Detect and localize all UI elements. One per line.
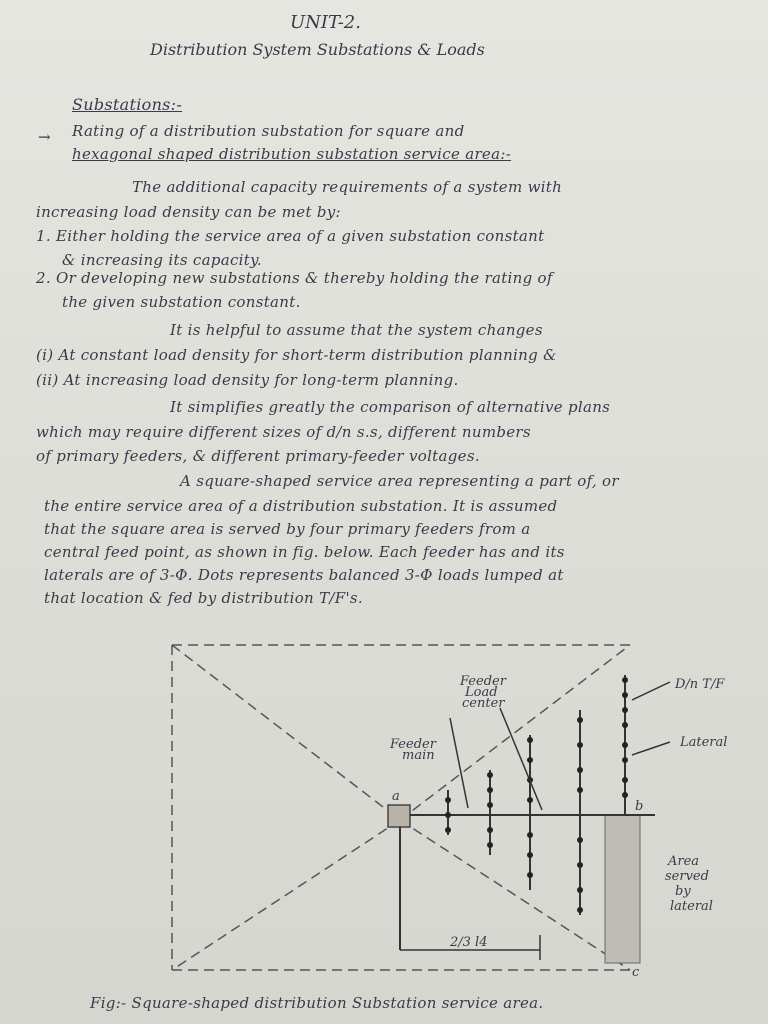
paragraph-3-line-3: of primary feeders, & different primary-feeder voltages. <box>36 447 480 465</box>
paragraph-1-line-6: the given substation constant. <box>62 293 301 311</box>
unit-heading: UNIT-2. <box>290 12 361 33</box>
dn-tf-label: D/n T/F <box>675 677 725 692</box>
page-subtitle: Distribution System Substations & Loads <box>150 40 485 59</box>
area-label-4: lateral <box>670 899 713 914</box>
arrow-icon: → <box>38 128 51 146</box>
load-center-label-3: center <box>462 696 505 711</box>
load-center-label-1: Feeder <box>460 674 506 689</box>
paragraph-4-line-6: that location & fed by distribution T/F's. <box>44 589 363 607</box>
paragraph-1-line-2: increasing load density can be met by: <box>36 203 341 221</box>
service-area-svg <box>150 630 760 990</box>
paragraph-2-line-1: It is helpful to assume that the system changes <box>170 321 543 339</box>
point-c-label: c <box>632 965 640 980</box>
point-b-label: b <box>635 799 644 814</box>
rating-title-line-1: Rating of a distribution substation for square and <box>72 122 465 140</box>
paragraph-4-line-4: central feed point, as shown in fig. below. Each feeder has and its <box>44 543 565 561</box>
paragraph-3-line-2: which may require different sizes of d/n s.s, different numbers <box>36 423 531 441</box>
lateral-pointer <box>632 742 670 755</box>
paragraph-3-line-1: It simplifies greatly the comparison of alternative plans <box>170 398 611 416</box>
lateral-label: Lateral <box>680 735 728 750</box>
section-heading: Substations:- <box>72 95 183 114</box>
rating-title-line-2: hexagonal shaped distribution substation service area:- <box>72 145 512 163</box>
paragraph-1-line-5: 2. Or developing new substations & thereby holding the rating of <box>36 269 553 287</box>
area-label-2: served <box>665 869 709 884</box>
feeder-main-label-2: main <box>402 748 435 763</box>
area-served-shading <box>605 815 640 963</box>
area-label-3: by <box>675 884 691 899</box>
service-area-diagram <box>150 630 760 990</box>
paragraph-1-line-1: The additional capacity requirements of a system with <box>132 178 563 196</box>
paragraph-4-line-5: laterals are of 3-Φ. Dots represents balanced 3-Φ loads lumped at <box>44 566 564 584</box>
point-a-label: a <box>392 789 400 804</box>
dimension-label: 2/3 l4 <box>450 935 488 950</box>
feeder-main-label-1: Feeder <box>390 737 436 752</box>
feeder-main-pointer <box>450 718 468 808</box>
transformer-pointer <box>632 682 670 700</box>
paragraph-1-line-3: 1. Either holding the service area of a given substation constant <box>36 227 545 245</box>
paragraph-4-line-2: the entire service area of a distribution substation. It is assumed <box>44 497 558 515</box>
load-center-label-2: Load <box>465 685 498 700</box>
diagonal-lower-left <box>172 820 400 970</box>
diagonal-lower-right <box>400 820 630 970</box>
area-label-1: Area <box>668 854 700 869</box>
substation-box <box>388 805 410 827</box>
paragraph-2-line-3: (ii) At increasing load density for long-term planning. <box>36 371 459 389</box>
figure-caption: Fig:- Square-shaped distribution Substation service area. <box>90 994 544 1012</box>
paragraph-4-line-1: A square-shaped service area representing a part of, or <box>180 472 619 490</box>
diagonal-upper-right <box>400 645 630 820</box>
paragraph-1-line-4: & increasing its capacity. <box>62 251 262 269</box>
load-center-pointer <box>500 708 542 810</box>
diagonal-upper-left <box>172 645 400 820</box>
paragraph-4-line-3: that the square area is served by four primary feeders from a <box>44 520 531 538</box>
paragraph-2-line-2: (i) At constant load density for short-term distribution planning & <box>36 346 557 364</box>
